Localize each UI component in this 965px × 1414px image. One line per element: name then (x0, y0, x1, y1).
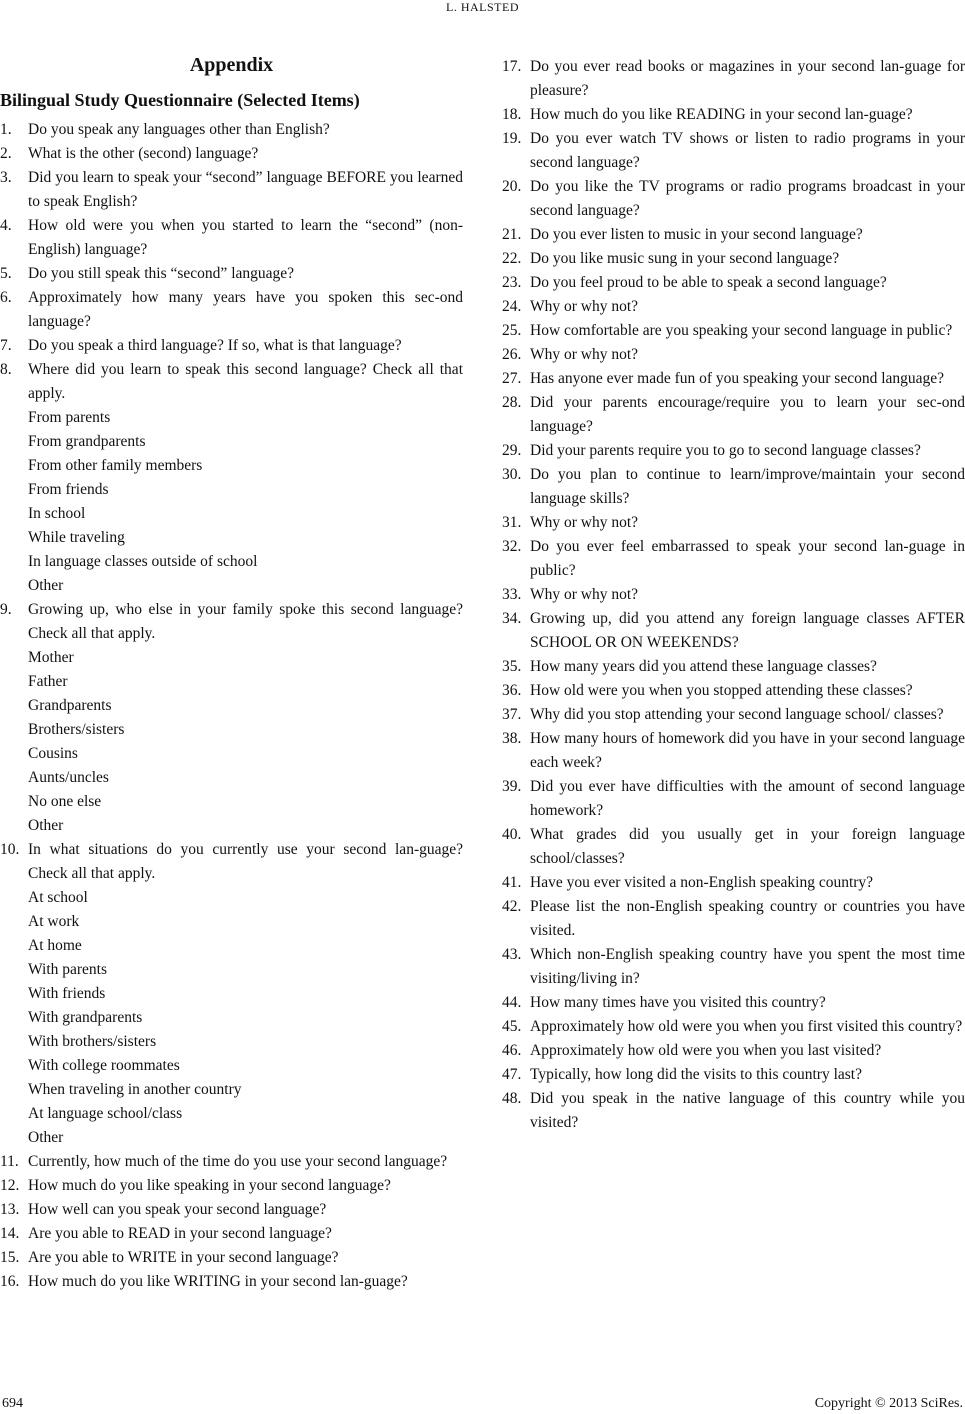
question-text: Do you like the TV programs or radio programs broadcast in your second language? (530, 178, 965, 219)
question-item (502, 319, 965, 343)
question-item (0, 286, 463, 334)
question-text: Which non-English speaking country have you spent the most time visiting/living in? (530, 946, 965, 987)
question-number: 48. (502, 1090, 522, 1107)
question-item (502, 823, 965, 871)
question-number: 46. (502, 1042, 522, 1059)
answer-option: Cousins (28, 745, 78, 762)
question-number: 12. (0, 1177, 20, 1194)
question-number: 37. (502, 706, 522, 723)
question-text: How many hours of homework did you have in your second language each week? (530, 730, 965, 771)
question-text: How many times have you visited this country? (530, 994, 826, 1011)
question-item (502, 343, 965, 367)
question-text: Did you speak in the native language of this country while you visited? (530, 1090, 965, 1131)
question-text: How much do you like speaking in your second language? (28, 1177, 391, 1194)
question-text: Approximately how old were you when you last visited? (530, 1042, 882, 1059)
answer-option: Grandparents (28, 697, 112, 714)
question-number: 47. (502, 1066, 522, 1083)
question-text: How many years did you attend these language classes? (530, 658, 877, 675)
answer-option: With brothers/sisters (28, 1033, 157, 1050)
question-item (0, 358, 463, 406)
question-item (502, 391, 965, 439)
question-text: Has anyone ever made fun of you speaking your second language? (530, 370, 945, 387)
question-item (502, 895, 965, 943)
question-number: 15. (0, 1249, 20, 1266)
question-number: 3. (0, 169, 12, 186)
question-item (502, 271, 965, 295)
answer-option: Father (28, 673, 68, 690)
question-number: 13. (0, 1201, 20, 1218)
question-number: 4. (0, 217, 12, 234)
question-text: Why or why not? (530, 346, 639, 363)
question-number: 32. (502, 538, 522, 555)
question-text: Please list the non-English speaking country or countries you have visited. (530, 898, 965, 939)
question-number: 42. (502, 898, 522, 915)
question-text: Growing up, did you attend any foreign language classes AFTER SCHOOL OR ON WEEKENDS? (530, 610, 965, 651)
question-number: 44. (502, 994, 522, 1011)
question-number: 43. (502, 946, 522, 963)
question-text: Did your parents encourage/require you to learn your sec-ond language? (530, 394, 965, 435)
question-text: Why or why not? (530, 298, 639, 315)
question-text: Growing up, who else in your family spoke this second language? Check all that apply. (28, 601, 463, 642)
question-text: Did you ever have difficulties with the amount of second language homework? (530, 778, 965, 819)
question-text: Do you speak any languages other than English? (28, 121, 330, 138)
answer-option: With parents (28, 961, 108, 978)
answer-option: When traveling in another country (28, 1081, 242, 1098)
question-text: Do you ever watch TV shows or listen to radio programs in your second language? (530, 130, 965, 171)
question-number: 1. (0, 121, 12, 138)
answer-option: At work (28, 913, 80, 930)
question-number: 40. (502, 826, 522, 843)
question-item (502, 1087, 965, 1135)
question-item (502, 127, 965, 175)
question-number: 16. (0, 1273, 20, 1290)
answer-option: From other family members (28, 457, 203, 474)
questionnaire-title: Bilingual Study Questionnaire (Selected Items) (0, 90, 360, 110)
answer-option: In school (28, 505, 86, 522)
question-item (0, 1222, 463, 1246)
question-item (502, 727, 965, 775)
question-text: How much do you like READING in your second lan-guage? (530, 106, 913, 123)
question-text: Did your parents require you to go to second language classes? (530, 442, 921, 459)
question-number: 23. (502, 274, 522, 291)
question-item (502, 1039, 965, 1063)
question-text: Do you like music sung in your second language? (530, 250, 840, 267)
question-number: 22. (502, 250, 522, 267)
question-number: 7. (0, 337, 12, 354)
question-text: Why did you stop attending your second language school/ classes? (530, 706, 944, 723)
question-text: Do you still speak this “second” language? (28, 265, 295, 282)
question-text: Do you plan to continue to learn/improve/maintain your second language skills? (530, 466, 965, 507)
question-text: Approximately how old were you when you first visited this country? (530, 1018, 963, 1035)
left-column (0, 52, 463, 1294)
question-number: 36. (502, 682, 522, 699)
question-number: 19. (502, 130, 522, 147)
question-text: How much do you like WRITING in your second lan-guage? (28, 1273, 408, 1290)
question-item (0, 142, 463, 166)
question-text: Are you able to WRITE in your second language? (28, 1249, 339, 1266)
answer-option: At home (28, 937, 82, 954)
question-item (502, 775, 965, 823)
question-item (0, 1150, 463, 1174)
question-item (0, 334, 463, 358)
question-item (502, 463, 965, 511)
question-number: 41. (502, 874, 522, 891)
answer-option: Other (28, 577, 64, 594)
question-text: Typically, how long did the visits to this country last? (530, 1066, 862, 1083)
question-number: 14. (0, 1225, 20, 1242)
answer-option: With college roommates (28, 1057, 180, 1074)
answer-option: Mother (28, 649, 74, 666)
question-item (0, 1174, 463, 1198)
question-item (502, 655, 965, 679)
question-number: 25. (502, 322, 522, 339)
answer-option: Other (28, 1129, 64, 1146)
question-item (502, 55, 965, 103)
answer-option: Brothers/sisters (28, 721, 125, 738)
question-item (502, 535, 965, 583)
question-number: 26. (502, 346, 522, 363)
copyright-notice: Copyright © 2013 SciRes. (814, 1396, 963, 1411)
question-item (502, 943, 965, 991)
question-number: 34. (502, 610, 522, 627)
question-number: 29. (502, 442, 522, 459)
question-number: 24. (502, 298, 522, 315)
question-item (0, 1246, 463, 1270)
question-number: 30. (502, 466, 522, 483)
answer-option: Other (28, 817, 64, 834)
question-number: 31. (502, 514, 522, 531)
question-text: Do you ever listen to music in your second language? (530, 226, 863, 243)
question-item (502, 175, 965, 223)
question-item (502, 223, 965, 247)
question-text: What is the other (second) language? (28, 145, 259, 162)
question-item (0, 214, 463, 262)
question-text: In what situations do you currently use your second lan-guage? Check all that apply. (28, 841, 463, 882)
question-text: Why or why not? (530, 586, 639, 603)
question-text: Do you feel proud to be able to speak a second language? (530, 274, 887, 291)
question-text: Currently, how much of the time do you use your second language? (28, 1153, 448, 1170)
question-number: 9. (0, 601, 12, 618)
answer-option: With friends (28, 985, 106, 1002)
answer-option: Aunts/uncles (28, 769, 109, 786)
question-text: Do you ever feel embarrassed to speak your second lan-guage in public? (530, 538, 965, 579)
question-item (502, 439, 965, 463)
answer-option: At language school/class (28, 1105, 183, 1122)
question-item (0, 598, 463, 646)
question-text: Have you ever visited a non-English speaking country? (530, 874, 874, 891)
question-item (0, 838, 463, 886)
question-number: 8. (0, 361, 12, 378)
question-item (502, 703, 965, 727)
appendix-title: Appendix (189, 54, 274, 76)
question-text: Why or why not? (530, 514, 639, 531)
question-number: 38. (502, 730, 522, 747)
question-text: Where did you learn to speak this second language? Check all that apply. (28, 361, 463, 402)
question-text: Are you able to READ in your second language? (28, 1225, 332, 1242)
question-text: What grades did you usually get in your foreign language school/classes? (530, 826, 965, 867)
right-question-list (502, 55, 965, 1135)
answer-option: While traveling (28, 529, 125, 546)
question-number: 5. (0, 265, 12, 282)
question-item (502, 1015, 965, 1039)
right-column (502, 55, 965, 1135)
question-item (502, 607, 965, 655)
answer-option: From grandparents (28, 433, 146, 450)
question-number: 2. (0, 145, 12, 162)
question-number: 33. (502, 586, 522, 603)
question-item (502, 367, 965, 391)
question-number: 17. (502, 58, 522, 75)
answer-option: From parents (28, 409, 111, 426)
question-number: 21. (502, 226, 522, 243)
question-item (502, 295, 965, 319)
question-number: 27. (502, 370, 522, 387)
answer-option: At school (28, 889, 88, 906)
running-head: L. HALSTED (446, 0, 519, 14)
question-number: 6. (0, 289, 12, 306)
question-item (0, 118, 463, 142)
question-item (502, 991, 965, 1015)
question-text: Do you ever read books or magazines in your second lan-guage for pleasure? (530, 58, 965, 99)
question-item (502, 871, 965, 895)
question-number: 20. (502, 178, 522, 195)
question-text: Approximately how many years have you spoken this sec-ond language? (28, 289, 463, 330)
question-item (0, 262, 463, 286)
question-number: 18. (502, 106, 522, 123)
question-text: How well can you speak your second language? (28, 1201, 327, 1218)
question-text: Do you speak a third language? If so, what is that language? (28, 337, 402, 354)
question-number: 35. (502, 658, 522, 675)
question-text: How old were you when you started to learn the “second” (non-English) language? (28, 217, 463, 258)
question-item (0, 1198, 463, 1222)
question-number: 28. (502, 394, 522, 411)
answer-option: From friends (28, 481, 109, 498)
question-text: Did you learn to speak your “second” language BEFORE you learned to speak English? (28, 169, 463, 210)
answer-option: With grandparents (28, 1009, 143, 1026)
question-number: 45. (502, 1018, 522, 1035)
question-item (502, 103, 965, 127)
question-item (502, 679, 965, 703)
question-item (502, 247, 965, 271)
page-number: 694 (2, 1396, 23, 1411)
question-item (502, 583, 965, 607)
question-number: 39. (502, 778, 522, 795)
left-question-list (0, 118, 463, 1294)
question-item (0, 166, 463, 214)
question-text: How old were you when you stopped attending these classes? (530, 682, 913, 699)
question-item (502, 511, 965, 535)
question-item (0, 1270, 463, 1294)
answer-option: In language classes outside of school (28, 553, 258, 570)
question-number: 11. (0, 1153, 19, 1170)
answer-option: No one else (28, 793, 102, 810)
question-item (502, 1063, 965, 1087)
question-number: 10. (0, 841, 20, 858)
question-text: How comfortable are you speaking your second language in public? (530, 322, 953, 339)
